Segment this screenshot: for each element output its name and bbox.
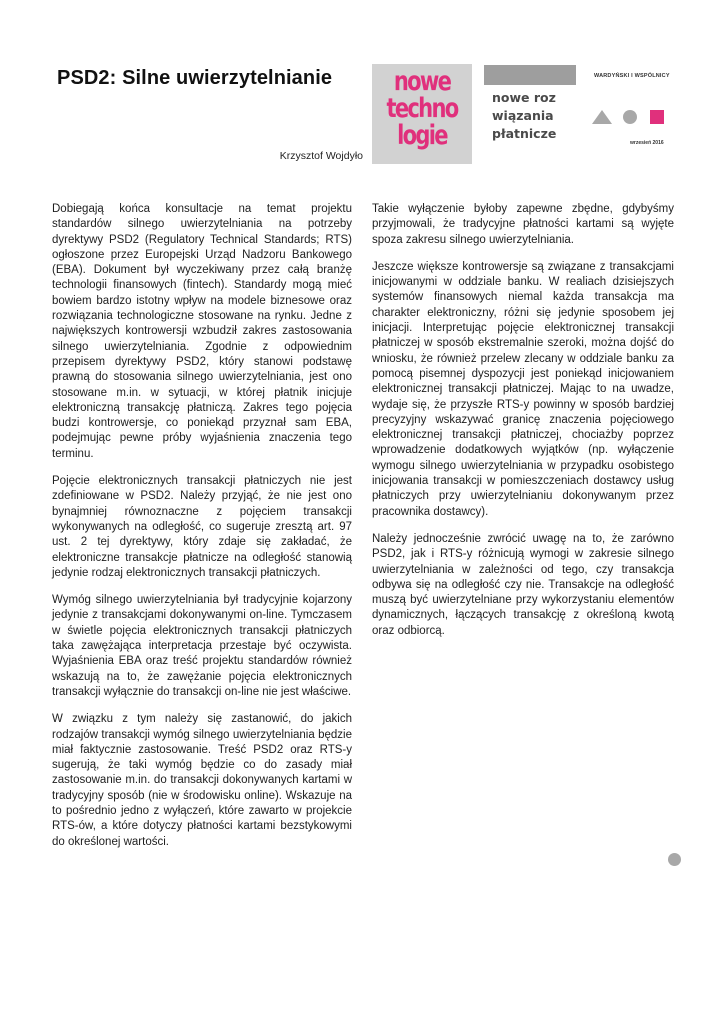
square-icon <box>650 110 664 124</box>
triangle-icon <box>592 110 612 124</box>
paragraph: Należy jednocześnie zwrócić uwagę na to, że zarówno PSD2, jak i RTS-y różnicują wymogi w zakresie silnego uwierzytelniania w zależności od tego, czy transakcja odbywa się na odległość czy nie. Transakcje na odległość muszą być uwierzytelniane przy wykorzystaniu elementów dynamicznych, łączących transakcję z określoną kwotą oraz odbiorcą. <box>372 532 674 637</box>
firm-name: WARDYŃSKI I WSPÓLNICY <box>594 73 670 79</box>
nowe-technologie-logo <box>372 64 472 164</box>
decorative-shapes <box>590 104 670 126</box>
paragraph: Takie wyłączenie byłoby zapewne zbędne, gdybyśmy przyjmowali, że tradycyjne płatności kartami są wyjęte spoza zakresu silnego uwierzytelniania. <box>372 203 674 246</box>
subtitle-text <box>492 89 576 143</box>
logo-line: techno <box>386 93 458 124</box>
logo-line: logie <box>397 120 447 151</box>
page-dot-icon <box>668 853 681 866</box>
issue-date: wrzesień 2016 <box>630 140 664 146</box>
article-left-column <box>52 202 352 862</box>
article-right-column <box>372 202 674 651</box>
logo-text <box>383 68 461 149</box>
subtitle-bar <box>484 65 576 85</box>
paragraph: W związku z tym należy się zastanowić, do jakich rodzajów transakcji wymóg silnego uwierzytelniania będzie miał faktycznie zastosowanie. Treść PSD2 oraz RTS-y sugerują, że taki wymóg będzie co do zasady miał zastosowanie m.in. do transakcji dokonywanych kartami w tradycyjny sposób (nie w środowisku online). Wskazuje na to pośrednio jedno z wyłączeń, które zawarto w projekcie RTS-ów, a które dotyczy płatności kartami bezstykowymi do określonej wartości. <box>52 713 352 848</box>
paragraph: Wymóg silnego uwierzytelniania był tradycyjnie kojarzony jedynie z transakcjami dokonywanymi on-line. Tymczasem w świetle pojęcia elektronicznych transakcji płatniczych taka zawężająca interpretacja przestaje być oczywista. Wyjaśnienia EBA oraz treść projektu standardów również wskazują na to, że zawężanie pojęcia elektronicznych transakcji wyłącznie do transakcji on-line nie jest właściwe. <box>52 594 352 698</box>
circle-icon <box>623 110 637 124</box>
series-subtitle-box <box>484 65 576 158</box>
author-name: Krzysztof Wojdyło <box>279 150 363 162</box>
paragraph: Jeszcze większe kontrowersje są związane z transakcjami inicjowanymi w oddziale banku. W realiach dzisiejszych systemów finansowych niemal każda transakcja ma charakter elektroniczny, różni się jedynie sposobem jej inicjacji. Interpretując pojęcie elektronicznej transakcji płatniczej w sposób ekstremalnie szeroki, można dojść do wniosku, że również przelew zlecany w oddziale banku za pomocą pisemnej dyspozycji jest poniekąd inicjowaniem elektronicznej transakcji płatniczej. Mając to na uwadze, wydaje się, że przyszłe RTS-y powinny w sposób bardziej precyzyjny wskazywać granicę znaczenia pojęciowego elektronicznej transakcji płatniczej, chociażby poprzez wprowadzenie dodatkowych wyjątków (np. wyłączenie wymogu silnego uwierzytelniania w przypadku osobistego inicjowania transakcji w pomieszczeniach dostawcy usług płatniczych przy uwierzytelnianiu dokonywanym przez pracownika dostawcy). <box>372 260 674 518</box>
paragraph: Pojęcie elektronicznych transakcji płatniczych nie jest zdefiniowane w PSD2. Należy przyjąć, że nie jest ono bynajmniej równoznaczne z pojęciem transakcji wykonywanych na odległość, co sugeruje zresztą art. 97 ust. 2 tej dyrektywy, który zdaje się zakładać, że elektroniczne transakcje płatnicze na odległość stanowią jedynie rodzaj elektronicznych transakcji płatniczych. <box>52 475 352 579</box>
subtitle-line: wiązania <box>492 108 554 123</box>
paragraph: Dobiegają końca konsultacje na temat projektu standardów silnego uwierzytelniania na potrzeby dyrektywy PSD2 (Regulatory Technical Standards; RTS) ogłoszone przez Europejski Urząd Nadzoru Bankowego (EBA). Dokument był wyczekiwany przez całą branżę technologii finansowych (fintech). Standardy mogą mieć bowiem bardzo istotny wpływ na modele biznesowe oraz rozwiązania technologiczne stosowane na rynku. Jedne z największych kontrowersji wzbudził zakres zastosowania silnego uwierzytelniania. Zgodnie z odpowiednim przepisem dyrektywy PSD2, który stanowi podstawę prawną do stosowania silnego uwierzytelniania, jest ono stosowane m.in. w sytuacji, w której płatnik inicjuje elektroniczną transakcję płatniczą. Zakres tego pojęcia budzi kontrowersje, co poniekąd przyznał sam EBA, podejmując pewne próby wyjaśnienia znaczenia tego terminu. <box>52 203 352 460</box>
subtitle-line: nowe roz <box>492 90 556 105</box>
subtitle-line: płatnicze <box>492 126 557 141</box>
logo-line: nowe <box>393 66 451 97</box>
page-title: PSD2: Silne uwierzytelnianie <box>57 67 333 89</box>
